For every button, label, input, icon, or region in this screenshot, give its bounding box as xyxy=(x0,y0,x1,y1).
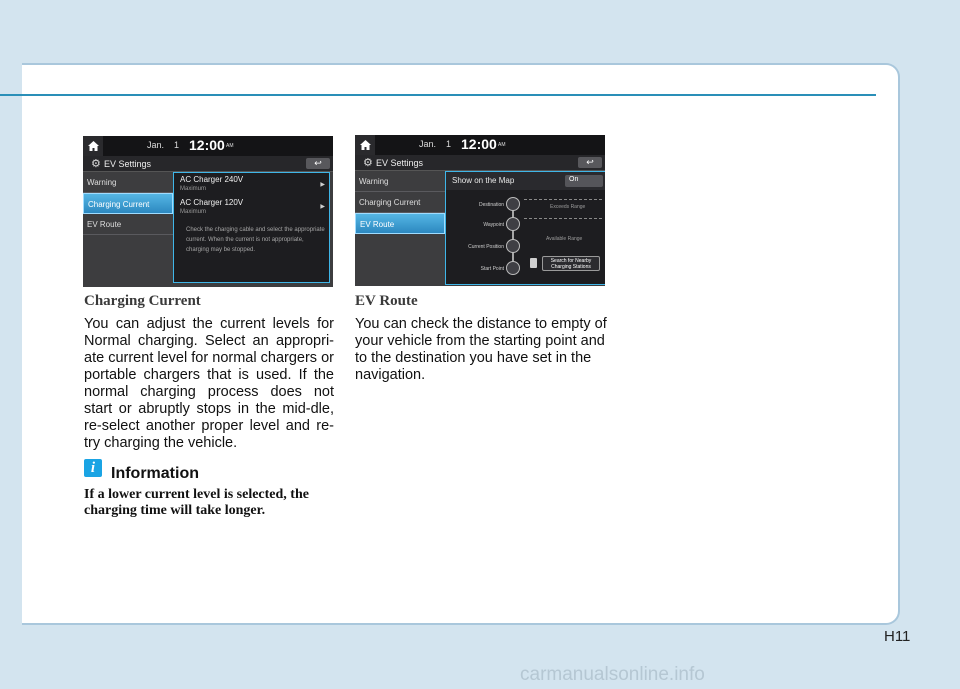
settings-menu xyxy=(83,172,173,235)
home-icon[interactable] xyxy=(83,136,103,156)
date-day: 1 xyxy=(446,139,452,149)
show-on-map-toggle[interactable] xyxy=(565,175,603,187)
clock-ampm: AM xyxy=(226,143,234,149)
exceeds-range-label: Exceeds Range xyxy=(550,204,586,210)
screen-title: EV Settings xyxy=(104,159,152,169)
settings-menu xyxy=(355,171,445,234)
menu-item-charging-current[interactable]: Charging Current xyxy=(355,192,445,213)
option-ac-240v-level: Maximum xyxy=(180,186,207,192)
current-position-icon xyxy=(506,239,520,253)
range-divider xyxy=(524,218,602,219)
clock-time: 12:00 xyxy=(189,137,225,153)
menu-item-warning[interactable]: Warning xyxy=(355,171,445,192)
menu-item-charging-current[interactable]: Charging Current xyxy=(83,193,173,214)
screenshot-ev-route xyxy=(355,135,605,286)
search-charging-stations-button[interactable] xyxy=(542,256,600,271)
search-button-line-2: Charging Stations xyxy=(551,264,591,270)
charging-options-panel xyxy=(173,172,330,283)
home-icon[interactable] xyxy=(355,135,375,155)
gear-icon: ⚙ xyxy=(91,158,101,170)
start-flag-icon xyxy=(506,261,520,275)
section-body-charging-current: You can adjust the current levels for Normal charging. Select an appropri-ate current level for normal chargers or portable chargers that is used. If the normal charging process does not start or abruptly stops in the mid-dle, re-select another proper level and re-try charging the vehicle. xyxy=(84,316,334,451)
title-bar xyxy=(83,156,333,172)
section-heading-ev-route: EV Route xyxy=(355,293,418,309)
information-icon: i xyxy=(84,459,102,477)
toggle-value: On xyxy=(569,176,579,183)
menu-item-warning[interactable]: Warning xyxy=(83,172,173,193)
waypoint-icon xyxy=(506,217,520,231)
show-on-map-label: Show on the Map xyxy=(452,176,515,185)
option-ac-120v-level: Maximum xyxy=(180,209,207,215)
clock-time: 12:00 xyxy=(461,136,497,152)
watermark: carmanualsonline.info xyxy=(520,664,705,685)
back-button[interactable]: ↩ xyxy=(578,157,602,168)
date-month: Jan. xyxy=(419,139,437,149)
charging-station-icon xyxy=(530,258,537,268)
screen-title: EV Settings xyxy=(376,158,424,168)
available-range-label: Available Range xyxy=(546,236,583,242)
route-label-waypoint: Waypoint xyxy=(483,222,504,228)
route-panel xyxy=(445,171,605,285)
section-body-ev-route: You can check the distance to empty of your vehicle from the starting point and to the destination you have set in the navigation. xyxy=(355,316,607,383)
date-day: 1 xyxy=(174,140,180,150)
route-label-start-point: Start Point xyxy=(480,266,504,272)
option-ac-120v[interactable]: AC Charger 120V xyxy=(180,198,244,207)
section-heading-charging-current: Charging Current xyxy=(84,293,201,309)
search-button-line-1: Search for Nearby xyxy=(550,258,592,264)
date-month: Jan. xyxy=(147,140,165,150)
show-on-map-row xyxy=(446,172,605,190)
back-button[interactable]: ↩ xyxy=(306,158,330,169)
menu-item-ev-route[interactable]: EV Route xyxy=(355,213,445,234)
title-bar xyxy=(355,155,605,171)
arrow-right-icon: ▶ xyxy=(320,182,325,188)
arrow-right-icon: ▶ xyxy=(320,204,325,210)
page-number: H11 xyxy=(884,628,911,645)
clock-ampm: AM xyxy=(498,142,506,148)
route-label-current-position: Current Position xyxy=(468,244,504,250)
header-rule xyxy=(0,94,876,96)
charging-note: Check the charging cable and select the appropriate current. When the current is not appropriate, charging may be stopped. xyxy=(186,227,325,253)
route-label-destination: Destination xyxy=(478,202,504,208)
gear-icon: ⚙ xyxy=(363,157,373,169)
range-divider xyxy=(524,199,602,200)
info-title: Information xyxy=(111,465,199,482)
info-body: If a lower current level is selected, the charging time will take longer. xyxy=(84,487,309,518)
option-ac-240v[interactable]: AC Charger 240V xyxy=(180,175,244,184)
menu-item-ev-route[interactable]: EV Route xyxy=(83,214,173,235)
destination-flag-icon xyxy=(506,197,520,211)
screenshot-charging-current xyxy=(83,136,333,287)
